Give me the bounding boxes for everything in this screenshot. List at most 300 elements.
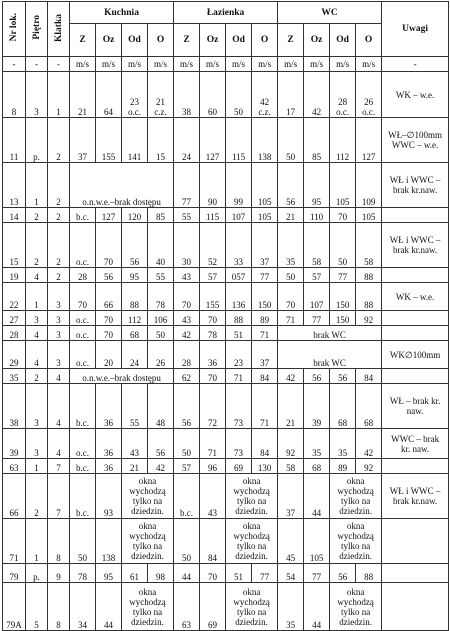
id-cell: 14 <box>3 208 26 223</box>
value-cell: o.c. <box>70 311 96 326</box>
table-row <box>3 474 449 519</box>
table-row <box>3 118 449 163</box>
table-row <box>3 72 449 118</box>
table-body <box>3 57 449 631</box>
value-cell: 21 c.z. <box>148 72 174 118</box>
value-cell: 24 <box>174 118 200 163</box>
value-cell: 138 <box>252 118 278 163</box>
value-cell: 37 <box>278 474 304 519</box>
value-cell: 51 <box>226 326 252 341</box>
unit-cell: m/s <box>252 57 278 72</box>
value-cell: 57 <box>174 459 200 474</box>
value-cell: 23 <box>226 341 252 369</box>
value-cell: 21 <box>278 208 304 223</box>
value-cell: okna wychodzą tylko na dziedzin. <box>330 474 382 519</box>
value-cell: okna wychodzą tylko na dziedzin. <box>122 474 174 519</box>
header-lazienka: Łazienka <box>174 2 278 24</box>
value-cell: 51 <box>226 564 252 583</box>
value-cell: 95 <box>96 564 122 583</box>
value-cell: okna wychodzą tylko na dziedzin. <box>226 474 278 519</box>
id-cell: 4 <box>48 369 70 384</box>
value-cell: 115 <box>226 118 252 163</box>
id-cell: 1 <box>26 519 48 564</box>
id-cell: 3 <box>48 341 70 369</box>
id-cell: 29 <box>3 341 26 369</box>
value-cell: 55 <box>148 268 174 283</box>
value-cell: okna wychodzą tylko na dziedzin. <box>122 583 174 631</box>
id-cell: 1 <box>26 283 48 311</box>
id-cell: 79A <box>3 583 26 631</box>
value-cell: o.c. <box>70 429 96 459</box>
value-cell: 24 <box>122 341 148 369</box>
value-cell: 23 o.c. <box>122 72 148 118</box>
unit-cell: m/s <box>174 57 200 72</box>
value-cell: 28 <box>70 268 96 283</box>
id-cell: 15 <box>3 223 26 268</box>
value-cell: 21 <box>122 459 148 474</box>
value-cell: 43 <box>122 429 148 459</box>
value-cell: 64 <box>96 72 122 118</box>
units-row <box>3 57 449 72</box>
value-cell: 38 <box>174 72 200 118</box>
value-cell: 44 <box>304 474 330 519</box>
sub-header-z: Z <box>174 24 200 57</box>
value-cell: 68 <box>330 384 356 429</box>
value-cell: 127 <box>356 118 382 163</box>
value-cell: 92 <box>278 429 304 459</box>
unit-cell: m/s <box>70 57 96 72</box>
value-cell: 106 <box>148 311 174 326</box>
id-cell: 71 <box>3 519 26 564</box>
uwagi-cell <box>382 459 449 474</box>
id-cell: 79 <box>3 564 26 583</box>
value-cell: o.n.w.e.–brak dostępu <box>70 163 174 208</box>
value-cell: 115 <box>200 208 226 223</box>
uwagi-cell: WK∅100mm <box>382 341 449 369</box>
table-row <box>3 223 449 268</box>
header-row-main <box>3 2 449 24</box>
value-cell: 62 <box>174 369 200 384</box>
value-cell: 127 <box>200 118 226 163</box>
value-cell: o.c. <box>70 341 96 369</box>
uwagi-cell <box>382 268 449 283</box>
sub-header-od: Od <box>122 24 148 57</box>
value-cell: 71 <box>278 311 304 326</box>
value-cell: o.c. <box>70 326 96 341</box>
value-cell: 96 <box>200 459 226 474</box>
value-cell: 77 <box>252 268 278 283</box>
value-cell: 88 <box>226 311 252 326</box>
id-cell: 27 <box>3 311 26 326</box>
ventilation-table-page <box>2 1 448 631</box>
value-cell: 35 <box>304 429 330 459</box>
value-cell: 88 <box>356 564 382 583</box>
id-cell: 3 <box>26 429 48 459</box>
value-cell: 92 <box>356 459 382 474</box>
id-cell: 2 <box>48 223 70 268</box>
value-cell: 84 <box>252 369 278 384</box>
value-cell: 44 <box>174 564 200 583</box>
table-row <box>3 583 449 631</box>
id-cell: 28 <box>3 326 26 341</box>
value-cell: 77 <box>304 564 330 583</box>
value-cell: 56 <box>278 163 304 208</box>
value-cell: 57 <box>304 268 330 283</box>
value-cell: 105 <box>252 208 278 223</box>
unit-cell: m/s <box>148 57 174 72</box>
value-cell: 77 <box>252 564 278 583</box>
value-cell: 42 c.z. <box>252 72 278 118</box>
value-cell: 90 <box>200 163 226 208</box>
unit-cell: m/s <box>226 57 252 72</box>
value-cell: 88 <box>356 283 382 311</box>
id-cell: 19 <box>3 268 26 283</box>
value-cell: 43 <box>174 311 200 326</box>
table-row <box>3 311 449 326</box>
value-cell: 71 <box>200 429 226 459</box>
uwagi-cell: WŁ–∅100mm WWC – w.e. <box>382 118 449 163</box>
value-cell: 34 <box>70 583 96 631</box>
id-cell: 2 <box>48 208 70 223</box>
table-row <box>3 519 449 564</box>
value-cell: 56 <box>148 429 174 459</box>
value-cell: 105 <box>252 163 278 208</box>
id-cell: 38 <box>3 384 26 429</box>
table-row <box>3 369 449 384</box>
value-cell: brak WC <box>278 341 382 369</box>
id-cell: 11 <box>3 118 26 163</box>
sub-header-oz: Oz <box>200 24 226 57</box>
sub-header-o: O <box>356 24 382 57</box>
uwagi-cell: WŁ i WWC – brak kr.naw. <box>382 163 449 208</box>
value-cell: 50 <box>174 519 200 564</box>
value-cell: 71 <box>252 384 278 429</box>
header-pietro: Piętro <box>26 2 48 57</box>
value-cell: 60 <box>200 72 226 118</box>
table-row <box>3 268 449 283</box>
value-cell: 33 <box>226 223 252 268</box>
value-cell: 26 o.c. <box>356 72 382 118</box>
unit-cell: m/s <box>122 57 148 72</box>
value-cell: 95 <box>304 163 330 208</box>
value-cell: 057 <box>226 268 252 283</box>
uwagi-cell: WŁ i WWC – brak kr.naw. <box>382 223 449 268</box>
value-cell: 138 <box>96 519 122 564</box>
id-cell: 5 <box>26 583 48 631</box>
value-cell: 36 <box>96 459 122 474</box>
header-uwagi: Uwagi <box>382 2 449 57</box>
table-row <box>3 564 449 583</box>
value-cell: 56 <box>174 384 200 429</box>
uwagi-cell <box>382 519 449 564</box>
value-cell: 42 <box>356 429 382 459</box>
value-cell: 42 <box>278 369 304 384</box>
value-cell: 56 <box>96 268 122 283</box>
value-cell: 55 <box>122 384 148 429</box>
value-cell: 72 <box>200 384 226 429</box>
uwagi-cell <box>382 564 449 583</box>
value-cell: 55 <box>174 208 200 223</box>
id-cell: 4 <box>48 384 70 429</box>
value-cell: 50 <box>174 429 200 459</box>
value-cell: 70 <box>330 208 356 223</box>
sub-header-od: Od <box>330 24 356 57</box>
value-cell: 70 <box>278 283 304 311</box>
uwagi-cell: WK – w.e. <box>382 283 449 311</box>
value-cell: 112 <box>122 311 148 326</box>
value-cell: 36 <box>200 341 226 369</box>
table-row <box>3 208 449 223</box>
value-cell: b.c. <box>174 474 200 519</box>
value-cell: b.c. <box>70 208 96 223</box>
value-cell: 150 <box>330 283 356 311</box>
value-cell: 48 <box>148 384 174 429</box>
value-cell: 84 <box>252 429 278 459</box>
value-cell: 92 <box>356 311 382 326</box>
value-cell: okna wychodzą tylko na dziedzin. <box>226 519 278 564</box>
value-cell: 50 <box>70 519 96 564</box>
id-cell: 8 <box>48 583 70 631</box>
value-cell: 30 <box>174 223 200 268</box>
header-wc: WC <box>278 2 382 24</box>
value-cell: 42 <box>304 72 330 118</box>
value-cell: 77 <box>304 311 330 326</box>
unit-cell: - <box>3 57 26 72</box>
value-cell: 120 <box>122 208 148 223</box>
sub-header-od: Od <box>226 24 252 57</box>
value-cell: 58 <box>278 459 304 474</box>
uwagi-cell: WK – w.e. <box>382 72 449 118</box>
value-cell: 130 <box>252 459 278 474</box>
sub-header-z: Z <box>70 24 96 57</box>
unit-cell: m/s <box>356 57 382 72</box>
id-cell: 35 <box>3 369 26 384</box>
id-cell: 1 <box>26 459 48 474</box>
unit-cell: m/s <box>330 57 356 72</box>
value-cell: 42 <box>174 326 200 341</box>
id-cell: 22 <box>3 283 26 311</box>
sub-header-oz: Oz <box>304 24 330 57</box>
id-cell: p. <box>26 564 48 583</box>
value-cell: 50 <box>226 72 252 118</box>
value-cell: 73 <box>226 384 252 429</box>
id-cell: 63 <box>3 459 26 474</box>
value-cell: 58 <box>304 223 330 268</box>
value-cell: 109 <box>356 163 382 208</box>
unit-cell: - <box>382 57 449 72</box>
unit-cell: m/s <box>96 57 122 72</box>
value-cell: 70 <box>200 311 226 326</box>
value-cell: brak WC <box>278 326 382 341</box>
value-cell: 89 <box>252 311 278 326</box>
value-cell: 78 <box>200 326 226 341</box>
value-cell: 37 <box>252 341 278 369</box>
value-cell: 77 <box>174 163 200 208</box>
value-cell: 44 <box>304 583 330 631</box>
value-cell: 50 <box>278 118 304 163</box>
value-cell: 105 <box>330 163 356 208</box>
id-cell: 4 <box>48 429 70 459</box>
uwagi-cell <box>382 326 449 341</box>
value-cell: 70 <box>70 283 96 311</box>
header-kuchnia: Kuchnia <box>70 2 174 24</box>
value-cell: b.c. <box>70 459 96 474</box>
id-cell: 4 <box>26 341 48 369</box>
value-cell: okna wychodzą tylko na dziedzin. <box>226 583 278 631</box>
value-cell: 61 <box>122 564 148 583</box>
value-cell: 78 <box>70 564 96 583</box>
value-cell: 127 <box>96 208 122 223</box>
value-cell: 42 <box>148 459 174 474</box>
id-cell: 8 <box>3 72 26 118</box>
id-cell: 2 <box>26 223 48 268</box>
uwagi-cell: WWC – brak kr. naw. <box>382 429 449 459</box>
value-cell: 56 <box>122 223 148 268</box>
value-cell: 45 <box>278 519 304 564</box>
value-cell: 69 <box>200 583 226 631</box>
value-cell: 85 <box>148 208 174 223</box>
value-cell: 43 <box>174 268 200 283</box>
ventilation-measurement-table <box>2 1 449 631</box>
value-cell: 155 <box>96 118 122 163</box>
unit-cell: m/s <box>278 57 304 72</box>
value-cell: 37 <box>70 118 96 163</box>
value-cell: 35 <box>330 429 356 459</box>
value-cell: 43 <box>200 474 226 519</box>
value-cell: 93 <box>96 474 122 519</box>
id-cell: 2 <box>26 369 48 384</box>
id-cell: 1 <box>26 163 48 208</box>
value-cell: 39 <box>304 384 330 429</box>
id-cell: 9 <box>48 564 70 583</box>
id-cell: 3 <box>26 72 48 118</box>
id-cell: 2 <box>26 474 48 519</box>
value-cell: 107 <box>226 208 252 223</box>
value-cell: 73 <box>226 429 252 459</box>
uwagi-cell <box>382 369 449 384</box>
value-cell: o.n.w.e.–brak dostępu <box>70 369 174 384</box>
value-cell: 37 <box>252 223 278 268</box>
table-row <box>3 326 449 341</box>
value-cell: 136 <box>226 283 252 311</box>
value-cell: 36 <box>96 384 122 429</box>
value-cell: 21 <box>278 384 304 429</box>
value-cell: 107 <box>304 283 330 311</box>
value-cell: 28 o.c. <box>330 72 356 118</box>
value-cell: 84 <box>200 519 226 564</box>
value-cell: 68 <box>356 384 382 429</box>
value-cell: 56 <box>330 369 356 384</box>
unit-cell: - <box>48 57 70 72</box>
value-cell: 35 <box>278 223 304 268</box>
value-cell: 112 <box>330 118 356 163</box>
unit-cell: - <box>26 57 48 72</box>
id-cell: 66 <box>3 474 26 519</box>
value-cell: 70 <box>96 326 122 341</box>
uwagi-cell <box>382 208 449 223</box>
value-cell: 70 <box>174 283 200 311</box>
sub-header-o: O <box>148 24 174 57</box>
value-cell: okna wychodzą tylko na dziedzin. <box>122 519 174 564</box>
value-cell: 26 <box>148 341 174 369</box>
header-nr-lok: Nr lok. <box>3 2 26 57</box>
table-row <box>3 163 449 208</box>
id-cell: 4 <box>26 268 48 283</box>
value-cell: 58 <box>356 223 382 268</box>
value-cell: 44 <box>96 583 122 631</box>
value-cell: 71 <box>252 326 278 341</box>
value-cell: 141 <box>122 118 148 163</box>
table-row <box>3 384 449 429</box>
uwagi-cell <box>382 583 449 631</box>
value-cell: 52 <box>200 223 226 268</box>
value-cell: 40 <box>148 223 174 268</box>
value-cell: 84 <box>356 369 382 384</box>
id-cell: 13 <box>3 163 26 208</box>
value-cell: 15 <box>148 118 174 163</box>
value-cell: 68 <box>304 459 330 474</box>
value-cell: 50 <box>278 268 304 283</box>
value-cell: 35 <box>278 583 304 631</box>
value-cell: 36 <box>96 429 122 459</box>
value-cell: 78 <box>148 283 174 311</box>
value-cell: 66 <box>96 283 122 311</box>
id-cell: 4 <box>26 326 48 341</box>
value-cell: 71 <box>226 369 252 384</box>
value-cell: 21 <box>70 72 96 118</box>
value-cell: 50 <box>330 223 356 268</box>
value-cell: 68 <box>122 326 148 341</box>
id-cell: 2 <box>48 163 70 208</box>
id-cell: 3 <box>48 326 70 341</box>
value-cell: 85 <box>304 118 330 163</box>
value-cell: 155 <box>200 283 226 311</box>
table-row <box>3 283 449 311</box>
value-cell: 150 <box>330 311 356 326</box>
table-row <box>3 341 449 369</box>
value-cell: 70 <box>96 223 122 268</box>
value-cell: 50 <box>148 326 174 341</box>
uwagi-cell <box>382 311 449 326</box>
value-cell: 110 <box>304 208 330 223</box>
id-cell: 39 <box>3 429 26 459</box>
value-cell: 63 <box>174 583 200 631</box>
sub-header-oz: Oz <box>96 24 122 57</box>
value-cell: 28 <box>174 341 200 369</box>
id-cell: 8 <box>48 519 70 564</box>
sub-header-z: Z <box>278 24 304 57</box>
table-row <box>3 429 449 459</box>
sub-header-o: O <box>252 24 278 57</box>
value-cell: 70 <box>200 564 226 583</box>
id-cell: 2 <box>26 208 48 223</box>
uwagi-cell: WŁ – brak kr. naw. <box>382 384 449 429</box>
value-cell: 20 <box>96 341 122 369</box>
value-cell: 56 <box>330 564 356 583</box>
id-cell: 2 <box>48 118 70 163</box>
value-cell: 89 <box>330 459 356 474</box>
value-cell: 95 <box>122 268 148 283</box>
value-cell: 105 <box>304 519 330 564</box>
value-cell: 70 <box>96 311 122 326</box>
unit-cell: m/s <box>304 57 330 72</box>
id-cell: 2 <box>48 268 70 283</box>
unit-cell: m/s <box>200 57 226 72</box>
value-cell: 69 <box>226 459 252 474</box>
value-cell: b.c. <box>70 474 96 519</box>
value-cell: o.c. <box>70 223 96 268</box>
value-cell: 17 <box>278 72 304 118</box>
